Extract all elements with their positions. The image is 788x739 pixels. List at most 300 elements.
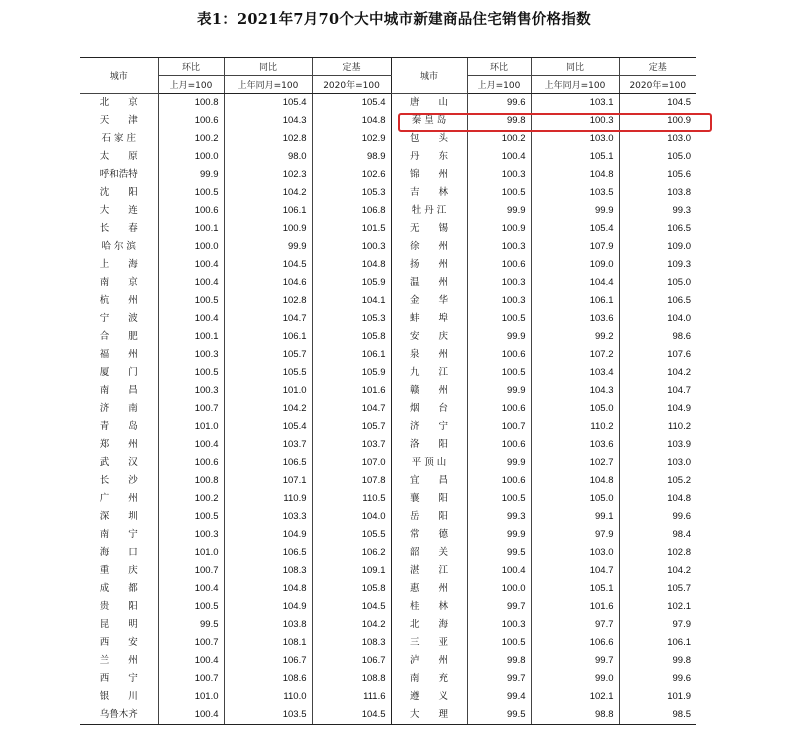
mom-value-left: 100.5	[158, 292, 224, 310]
city-name-right: 金 华	[391, 292, 467, 310]
city-name-right: 泉 州	[391, 346, 467, 364]
header-yoy-right: 同比	[531, 58, 619, 76]
base-value-left: 104.0	[312, 508, 391, 526]
mom-value-right: 99.5	[467, 544, 531, 562]
mom-value-left: 100.4	[158, 310, 224, 328]
yoy-value-right: 105.1	[531, 148, 619, 166]
mom-value-left: 100.2	[158, 130, 224, 148]
city-name-right: 遵 义	[391, 688, 467, 706]
mom-value-left: 101.0	[158, 544, 224, 562]
header-mom-right: 环比	[467, 58, 531, 76]
mom-value-right: 99.4	[467, 688, 531, 706]
mom-value-right: 100.6	[467, 346, 531, 364]
base-value-left: 98.9	[312, 148, 391, 166]
city-name-right: 襄 阳	[391, 490, 467, 508]
header-city-right: 城市	[391, 58, 467, 94]
table-row	[80, 94, 696, 113]
mom-value-right: 99.3	[467, 508, 531, 526]
city-name-right: 九 江	[391, 364, 467, 382]
mom-value-left: 100.5	[158, 508, 224, 526]
table-row	[80, 130, 696, 148]
mom-value-right: 100.6	[467, 400, 531, 418]
city-name-left: 哈 尔 滨	[101, 241, 137, 252]
base-value-left: 105.8	[312, 580, 391, 598]
base-value-right: 109.0	[619, 238, 696, 256]
city-name-right: 韶 关	[391, 544, 467, 562]
city-name-right: 无 锡	[391, 220, 467, 238]
mom-value-left: 100.7	[158, 670, 224, 688]
base-value-left: 104.8	[312, 256, 391, 274]
city-name-left: 南 昌	[99, 385, 138, 396]
city-name-right: 三 亚	[391, 634, 467, 652]
base-value-right: 104.5	[619, 94, 696, 113]
mom-value-left: 100.0	[158, 238, 224, 256]
mom-value-left: 101.0	[158, 418, 224, 436]
mom-value-left: 100.3	[158, 526, 224, 544]
city-name-right: 桂 林	[391, 598, 467, 616]
yoy-value-left: 101.0	[224, 382, 312, 400]
yoy-value-right: 104.4	[531, 274, 619, 292]
yoy-value-left: 102.3	[224, 166, 312, 184]
base-value-left: 104.1	[312, 292, 391, 310]
city-name-right: 宜 昌	[391, 472, 467, 490]
yoy-value-right: 103.6	[531, 310, 619, 328]
city-name-left: 重 庆	[99, 565, 138, 576]
yoy-value-left: 106.7	[224, 652, 312, 670]
yoy-value-left: 103.3	[224, 508, 312, 526]
base-value-right: 99.3	[619, 202, 696, 220]
mom-value-left: 100.5	[158, 598, 224, 616]
yoy-value-right: 99.7	[531, 652, 619, 670]
mom-value-left: 100.3	[158, 346, 224, 364]
city-name-right: 唐 山	[391, 94, 467, 113]
city-name-right: 烟 台	[391, 400, 467, 418]
city-name-right: 岳 阳	[391, 508, 467, 526]
city-name-right: 南 充	[391, 670, 467, 688]
base-value-left: 109.1	[312, 562, 391, 580]
mom-value-left: 100.8	[158, 472, 224, 490]
table-row	[80, 256, 696, 274]
base-value-right: 107.6	[619, 346, 696, 364]
yoy-value-right: 97.9	[531, 526, 619, 544]
city-name-left: 呼和浩特	[99, 169, 138, 180]
yoy-value-right: 99.0	[531, 670, 619, 688]
base-value-right: 100.9	[619, 112, 696, 130]
header-base-left: 定基	[312, 58, 391, 76]
yoy-value-left: 104.8	[224, 580, 312, 598]
city-name-left: 济 南	[99, 403, 138, 414]
mom-value-left: 100.4	[158, 706, 224, 725]
city-name-right: 湛 江	[391, 562, 467, 580]
yoy-value-left: 103.7	[224, 436, 312, 454]
table-title: 表1：2021年7月70个大中城市新建商品住宅销售价格指数	[197, 11, 591, 28]
base-value-left: 105.4	[312, 94, 391, 113]
mom-value-right: 99.5	[467, 706, 531, 725]
city-name-left: 天 津	[99, 115, 138, 126]
city-name-left: 西 安	[99, 637, 138, 648]
yoy-value-right: 106.6	[531, 634, 619, 652]
table-row	[80, 616, 696, 634]
city-name-left: 深 圳	[99, 511, 138, 522]
base-value-right: 103.0	[619, 130, 696, 148]
base-value-right: 103.9	[619, 436, 696, 454]
mom-value-right: 100.5	[467, 184, 531, 202]
mom-value-left: 100.2	[158, 490, 224, 508]
table-row	[80, 346, 696, 364]
yoy-value-right: 99.9	[531, 202, 619, 220]
base-value-right: 103.8	[619, 184, 696, 202]
yoy-value-right: 100.3	[531, 112, 619, 130]
city-name-left: 西 宁	[99, 673, 138, 684]
base-value-right: 99.6	[619, 670, 696, 688]
base-value-left: 105.3	[312, 184, 391, 202]
table-row	[80, 292, 696, 310]
city-name-right: 蚌 埠	[391, 310, 467, 328]
yoy-value-left: 103.8	[224, 616, 312, 634]
mom-value-right: 99.6	[467, 94, 531, 113]
base-value-right: 102.8	[619, 544, 696, 562]
table-row	[80, 598, 696, 616]
city-name-left: 银 川	[99, 691, 138, 702]
base-value-left: 104.2	[312, 616, 391, 634]
base-value-left: 100.3	[312, 238, 391, 256]
city-name-right: 秦 皇 岛	[391, 112, 467, 130]
mom-value-right: 99.8	[467, 112, 531, 130]
base-value-right: 104.2	[619, 364, 696, 382]
base-value-right: 101.9	[619, 688, 696, 706]
mom-value-right: 99.9	[467, 202, 531, 220]
mom-value-left: 100.1	[158, 220, 224, 238]
mom-value-left: 100.6	[158, 112, 224, 130]
yoy-value-right: 106.1	[531, 292, 619, 310]
yoy-value-left: 105.7	[224, 346, 312, 364]
table-row	[80, 238, 696, 256]
yoy-value-right: 103.1	[531, 94, 619, 113]
header-yoy-sub-left: 上年同月=100	[224, 76, 312, 94]
yoy-value-right: 107.2	[531, 346, 619, 364]
city-name-left: 海 口	[99, 547, 138, 558]
yoy-value-left: 106.5	[224, 454, 312, 472]
yoy-value-left: 104.9	[224, 598, 312, 616]
table-row	[80, 310, 696, 328]
yoy-value-right: 110.2	[531, 418, 619, 436]
mom-value-left: 100.7	[158, 562, 224, 580]
city-name-right: 洛 阳	[391, 436, 467, 454]
city-name-left: 昆 明	[99, 619, 138, 630]
mom-value-right: 100.3	[467, 166, 531, 184]
base-value-right: 104.7	[619, 382, 696, 400]
mom-value-right: 100.4	[467, 148, 531, 166]
base-value-left: 105.7	[312, 418, 391, 436]
base-value-left: 104.5	[312, 598, 391, 616]
yoy-value-left: 106.1	[224, 328, 312, 346]
mom-value-right: 100.2	[467, 130, 531, 148]
base-value-left: 102.9	[312, 130, 391, 148]
mom-value-right: 100.3	[467, 616, 531, 634]
table-row	[80, 184, 696, 202]
table-row	[80, 400, 696, 418]
yoy-value-right: 104.8	[531, 472, 619, 490]
mom-value-left: 100.1	[158, 328, 224, 346]
base-value-right: 104.2	[619, 562, 696, 580]
yoy-value-left: 108.6	[224, 670, 312, 688]
yoy-value-left: 102.8	[224, 292, 312, 310]
city-name-left: 青 岛	[99, 421, 138, 432]
city-name-right: 大 理	[391, 706, 467, 725]
base-value-right: 105.6	[619, 166, 696, 184]
base-value-left: 101.5	[312, 220, 391, 238]
mom-value-right: 100.9	[467, 220, 531, 238]
city-name-left: 兰 州	[99, 655, 138, 666]
mom-value-right: 99.8	[467, 652, 531, 670]
yoy-value-left: 99.9	[224, 238, 312, 256]
yoy-value-right: 103.5	[531, 184, 619, 202]
base-value-left: 105.8	[312, 328, 391, 346]
yoy-value-right: 103.6	[531, 436, 619, 454]
base-value-left: 102.6	[312, 166, 391, 184]
city-name-right: 牡 丹 江	[391, 202, 467, 220]
table-row	[80, 706, 696, 725]
base-value-right: 110.2	[619, 418, 696, 436]
base-value-left: 106.8	[312, 202, 391, 220]
table-row	[80, 544, 696, 562]
mom-value-left: 100.7	[158, 634, 224, 652]
base-value-left: 110.5	[312, 490, 391, 508]
city-name-left: 宁 波	[99, 313, 138, 324]
base-value-left: 105.5	[312, 526, 391, 544]
mom-value-left: 100.4	[158, 436, 224, 454]
table-row	[80, 562, 696, 580]
city-name-right: 惠 州	[391, 580, 467, 598]
base-value-left: 107.8	[312, 472, 391, 490]
mom-value-left: 101.0	[158, 688, 224, 706]
yoy-value-left: 104.6	[224, 274, 312, 292]
base-value-right: 102.1	[619, 598, 696, 616]
mom-value-right: 100.3	[467, 274, 531, 292]
table-row	[80, 112, 696, 130]
table-row	[80, 436, 696, 454]
mom-value-left: 100.3	[158, 382, 224, 400]
base-value-right: 104.8	[619, 490, 696, 508]
base-value-right: 105.7	[619, 580, 696, 598]
table-row	[80, 634, 696, 652]
base-value-right: 99.8	[619, 652, 696, 670]
yoy-value-left: 98.0	[224, 148, 312, 166]
header-yoy-left: 同比	[224, 58, 312, 76]
yoy-value-left: 103.5	[224, 706, 312, 725]
mom-value-right: 100.3	[467, 238, 531, 256]
mom-value-left: 100.4	[158, 274, 224, 292]
price-index-table	[80, 57, 696, 725]
city-name-left: 大 连	[99, 205, 138, 216]
mom-value-right: 100.6	[467, 472, 531, 490]
city-name-left: 厦 门	[99, 367, 138, 378]
city-name-right: 徐 州	[391, 238, 467, 256]
yoy-value-right: 105.4	[531, 220, 619, 238]
mom-value-right: 100.5	[467, 490, 531, 508]
mom-value-left: 100.4	[158, 256, 224, 274]
city-name-right: 泸 州	[391, 652, 467, 670]
yoy-value-left: 104.2	[224, 184, 312, 202]
mom-value-right: 99.9	[467, 382, 531, 400]
base-value-right: 105.0	[619, 274, 696, 292]
city-name-left: 沈 阳	[99, 187, 138, 198]
city-name-left: 合 肥	[99, 331, 138, 342]
header-base-sub-left: 2020年=100	[312, 76, 391, 94]
yoy-value-left: 105.4	[224, 418, 312, 436]
yoy-value-left: 106.5	[224, 544, 312, 562]
header-mom-sub-right: 上月=100	[467, 76, 531, 94]
city-name-right: 扬 州	[391, 256, 467, 274]
mom-value-left: 100.6	[158, 202, 224, 220]
yoy-value-right: 103.4	[531, 364, 619, 382]
table-row	[80, 670, 696, 688]
base-value-left: 105.9	[312, 364, 391, 382]
header-city-left: 城市	[80, 58, 158, 94]
yoy-value-right: 107.9	[531, 238, 619, 256]
city-name-left: 北 京	[99, 97, 138, 108]
header-base-sub-right: 2020年=100	[619, 76, 696, 94]
base-value-right: 98.5	[619, 706, 696, 725]
table-row	[80, 526, 696, 544]
base-value-left: 106.7	[312, 652, 391, 670]
city-name-left: 贵 阳	[99, 601, 138, 612]
yoy-value-left: 108.3	[224, 562, 312, 580]
mom-value-left: 100.5	[158, 364, 224, 382]
mom-value-right: 100.5	[467, 634, 531, 652]
base-value-left: 105.9	[312, 274, 391, 292]
city-name-right: 丹 东	[391, 148, 467, 166]
mom-value-right: 100.0	[467, 580, 531, 598]
base-value-right: 106.5	[619, 292, 696, 310]
yoy-value-right: 98.8	[531, 706, 619, 725]
city-name-left: 长 沙	[99, 475, 138, 486]
table-row	[80, 472, 696, 490]
yoy-value-left: 104.3	[224, 112, 312, 130]
yoy-value-right: 104.8	[531, 166, 619, 184]
mom-value-left: 100.8	[158, 94, 224, 113]
mom-value-right: 99.7	[467, 670, 531, 688]
base-value-left: 104.7	[312, 400, 391, 418]
mom-value-left: 100.4	[158, 580, 224, 598]
yoy-value-left: 110.9	[224, 490, 312, 508]
city-name-left: 福 州	[99, 349, 138, 360]
table-header	[80, 58, 696, 94]
yoy-value-left: 106.1	[224, 202, 312, 220]
mom-value-right: 100.5	[467, 310, 531, 328]
base-value-right: 103.0	[619, 454, 696, 472]
base-value-right: 104.0	[619, 310, 696, 328]
city-name-left: 乌鲁木齐	[80, 706, 158, 725]
city-name-right: 吉 林	[391, 184, 467, 202]
mom-value-right: 99.9	[467, 454, 531, 472]
city-name-left: 太 原	[99, 151, 138, 162]
city-name-left: 成 都	[99, 583, 138, 594]
header-mom-left: 环比	[158, 58, 224, 76]
table-row	[80, 454, 696, 472]
table-row	[80, 382, 696, 400]
base-value-left: 105.3	[312, 310, 391, 328]
yoy-value-left: 104.2	[224, 400, 312, 418]
mom-value-left: 99.5	[158, 616, 224, 634]
yoy-value-right: 105.0	[531, 400, 619, 418]
table-row	[80, 328, 696, 346]
yoy-value-left: 105.4	[224, 94, 312, 113]
yoy-value-right: 109.0	[531, 256, 619, 274]
yoy-value-left: 104.5	[224, 256, 312, 274]
mom-value-left: 100.4	[158, 652, 224, 670]
header-base-right: 定基	[619, 58, 696, 76]
base-value-left: 104.5	[312, 706, 391, 725]
header-mom-sub-left: 上月=100	[158, 76, 224, 94]
mom-value-left: 100.5	[158, 184, 224, 202]
yoy-value-right: 99.2	[531, 328, 619, 346]
base-value-left: 101.6	[312, 382, 391, 400]
city-name-left: 南 京	[99, 277, 138, 288]
table-row	[80, 166, 696, 184]
mom-value-right: 99.7	[467, 598, 531, 616]
mom-value-left: 100.6	[158, 454, 224, 472]
yoy-value-right: 105.1	[531, 580, 619, 598]
city-name-right: 济 宁	[391, 418, 467, 436]
mom-value-left: 100.7	[158, 400, 224, 418]
yoy-value-left: 108.1	[224, 634, 312, 652]
base-value-right: 99.6	[619, 508, 696, 526]
yoy-value-left: 104.7	[224, 310, 312, 328]
table-row	[80, 580, 696, 598]
yoy-value-right: 104.3	[531, 382, 619, 400]
yoy-value-left: 110.0	[224, 688, 312, 706]
base-value-right: 105.0	[619, 148, 696, 166]
header-yoy-sub-right: 上年同月=100	[531, 76, 619, 94]
yoy-value-left: 104.9	[224, 526, 312, 544]
city-name-left: 长 春	[99, 223, 138, 234]
city-name-right: 包 头	[391, 130, 467, 148]
base-value-right: 98.6	[619, 328, 696, 346]
base-value-right: 109.3	[619, 256, 696, 274]
mom-value-right: 100.7	[467, 418, 531, 436]
yoy-value-right: 99.1	[531, 508, 619, 526]
mom-value-left: 99.9	[158, 166, 224, 184]
yoy-value-right: 101.6	[531, 598, 619, 616]
yoy-value-left: 102.8	[224, 130, 312, 148]
base-value-right: 104.9	[619, 400, 696, 418]
city-name-left: 杭 州	[99, 295, 138, 306]
table-row	[80, 220, 696, 238]
base-value-left: 106.2	[312, 544, 391, 562]
table-row	[80, 148, 696, 166]
city-name-left: 南 宁	[99, 529, 138, 540]
base-value-left: 104.8	[312, 112, 391, 130]
city-name-left: 上 海	[99, 259, 138, 270]
base-value-left: 107.0	[312, 454, 391, 472]
city-name-right: 常 德	[391, 526, 467, 544]
yoy-value-right: 97.7	[531, 616, 619, 634]
mom-value-right: 100.4	[467, 562, 531, 580]
mom-value-right: 99.9	[467, 526, 531, 544]
city-name-left: 石 家 庄	[101, 133, 137, 144]
city-name-left: 武 汉	[99, 457, 138, 468]
base-value-right: 105.2	[619, 472, 696, 490]
mom-value-right: 100.3	[467, 292, 531, 310]
yoy-value-right: 104.7	[531, 562, 619, 580]
table-row	[80, 508, 696, 526]
city-name-right: 锦 州	[391, 166, 467, 184]
yoy-value-right: 103.0	[531, 130, 619, 148]
base-value-right: 97.9	[619, 616, 696, 634]
city-name-right: 温 州	[391, 274, 467, 292]
yoy-value-left: 107.1	[224, 472, 312, 490]
